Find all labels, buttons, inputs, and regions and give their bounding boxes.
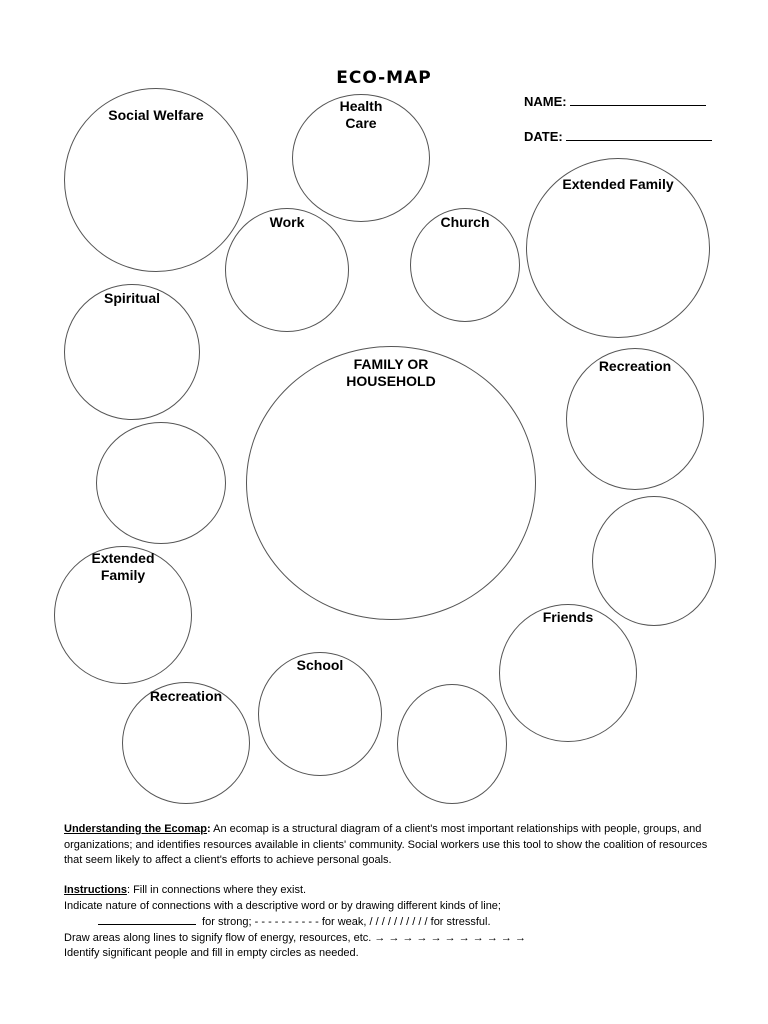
circle-label: Extended Family — [91, 550, 155, 583]
circle-recreation-bottom[interactable] — [122, 682, 250, 804]
instructions-section — [64, 883, 714, 962]
instructions-heading: Instructions — [64, 884, 127, 896]
circle-health-care[interactable] — [292, 94, 430, 222]
circle-label: Recreation — [598, 358, 672, 374]
strong-line-sample — [98, 914, 196, 925]
circle-spiritual[interactable] — [64, 284, 200, 420]
circle-recreation-right[interactable] — [566, 348, 704, 490]
understanding-colon: : — [207, 823, 211, 835]
circle-empty-right[interactable] — [592, 496, 716, 626]
name-field[interactable] — [524, 93, 706, 109]
circle-empty-left[interactable] — [96, 422, 226, 544]
instructions-line3: for strong; - - - - - - - - - - for weak, / / / / / / / / / / for stressful. — [199, 916, 491, 928]
circle-label: Extended Family — [562, 176, 674, 192]
understanding-body: An ecomap is a structural diagram of a client's most important relationships with people, groups, and organizations; and identifies resources available in clients' community. Social workers use this tool to show the coalition of resources that seem likely to affect a client's efforts to achieve personal goals. — [64, 823, 708, 866]
circle-label: School — [296, 657, 344, 673]
circle-label: Friends — [542, 609, 594, 625]
instructions-line1: : Fill in connections where they exist. — [126, 884, 307, 896]
circle-label: Work — [269, 214, 305, 230]
name-label: NAME: — [524, 94, 567, 109]
date-field[interactable] — [524, 128, 712, 144]
circle-label: Spiritual — [103, 290, 160, 306]
understanding-heading: Understanding the Ecomap — [64, 823, 208, 835]
circle-school[interactable] — [258, 652, 382, 776]
circle-extended-family-left[interactable] — [54, 546, 192, 684]
instructions-line5: Identify significant people and fill in empty circles as needed. — [64, 947, 359, 959]
circle-label: FAMILY OR HOUSEHOLD — [346, 356, 436, 389]
circle-extended-family-top[interactable] — [526, 158, 710, 338]
circle-social-welfare[interactable] — [64, 88, 248, 272]
circle-label: Health Care — [339, 98, 383, 131]
date-label: DATE: — [524, 129, 563, 144]
circle-work[interactable] — [225, 208, 349, 332]
understanding-section — [64, 822, 714, 869]
circle-label: Social Welfare — [108, 107, 204, 123]
circle-church[interactable] — [410, 208, 520, 322]
instructions-line4: Draw areas along lines to signify flow of energy, resources, etc. → → → → → → → → → → → — [64, 931, 526, 944]
instructions-line2: Indicate nature of connections with a descriptive word or by drawing different kinds of line; — [64, 899, 501, 912]
circle-label: Church — [440, 214, 490, 230]
circle-friends[interactable] — [499, 604, 637, 742]
circle-family-household[interactable] — [246, 346, 536, 620]
circle-empty-bottom[interactable] — [397, 684, 507, 804]
page-title: ECO-MAP — [336, 68, 432, 88]
name-line[interactable] — [570, 93, 706, 106]
date-line[interactable] — [566, 128, 712, 141]
circle-label: Recreation — [149, 688, 223, 704]
